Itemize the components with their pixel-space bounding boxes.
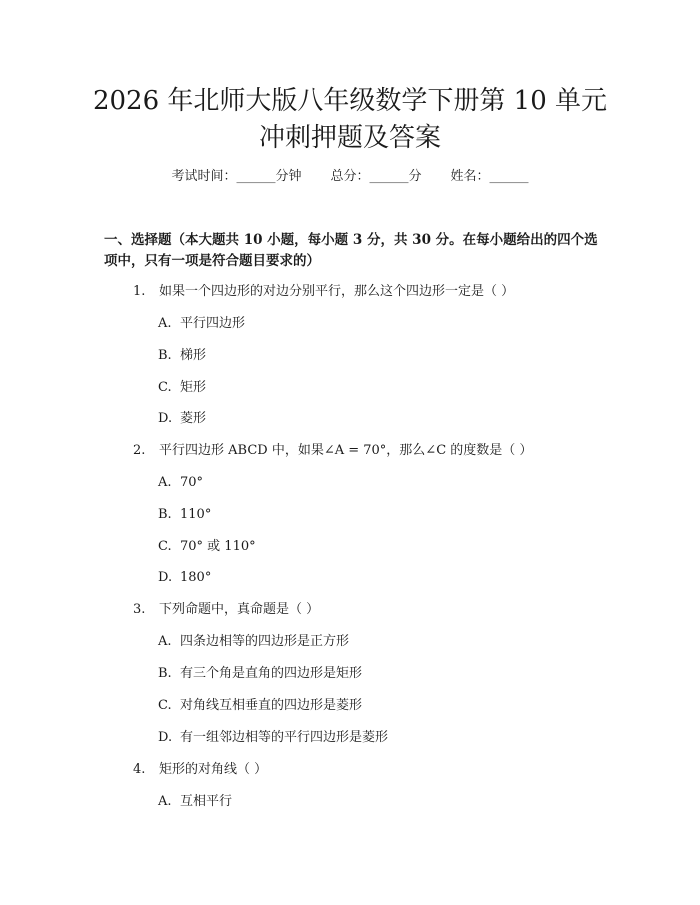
option-3d (158, 729, 388, 747)
exam-meta (0, 168, 700, 186)
option-text: 70° (180, 475, 204, 490)
option-letter: C. (158, 698, 172, 713)
question-number: 2. (133, 443, 146, 458)
option-letter: D. (158, 411, 173, 426)
question-3 (133, 601, 319, 619)
question-text: 如果一个四边形的对边分别平行，那么这个四边形一定是（ ） (159, 284, 515, 299)
option-2b (158, 506, 211, 524)
option-text: 四条边相等的四边形是正方形 (180, 634, 350, 649)
option-text: 110° (180, 507, 212, 522)
option-text: 有三个角是直角的四边形是矩形 (180, 666, 363, 681)
option-letter: D. (158, 730, 173, 745)
option-1d (158, 410, 206, 428)
document-title-line1: 2026 年北师大版八年级数学下册第 10 单元 (92, 86, 608, 116)
question-number: 4. (133, 762, 146, 777)
option-2a (158, 474, 203, 492)
exam-score: 总分：______分 (330, 169, 422, 184)
option-text: 梯形 (180, 348, 207, 363)
option-3a (158, 633, 349, 651)
question-number: 3. (133, 602, 146, 617)
section-heading-line1: 一、选择题（本大题共 10 小题，每小题 3 分，共 30 分。在每小题给出的四个选 (104, 232, 598, 248)
option-letter: B. (158, 348, 172, 363)
exam-name: 姓名：______ (450, 169, 529, 184)
option-letter: C. (158, 539, 172, 554)
option-letter: B. (158, 666, 172, 681)
question-4 (133, 761, 267, 779)
option-text: 平行四边形 (180, 316, 246, 331)
option-letter: A. (158, 316, 172, 331)
option-text: 矩形 (180, 380, 207, 395)
section-heading-line2: 项中，只有一项是符合题目要求的） (104, 253, 320, 269)
option-2d (158, 569, 211, 587)
option-text: 菱形 (180, 411, 207, 426)
document-title-line2: 冲刺押题及答案 (258, 123, 441, 153)
option-letter: A. (158, 794, 172, 809)
option-1c (158, 379, 206, 397)
question-text: 平行四边形 ABCD 中，如果∠A = 70°，那么∠C 的度数是（ ） (159, 443, 533, 458)
question-text: 矩形的对角线（ ） (159, 762, 268, 777)
option-3c (158, 697, 362, 715)
question-text: 下列命题中，真命题是（ ） (159, 602, 320, 617)
option-letter: A. (158, 475, 172, 490)
option-1b (158, 347, 206, 365)
option-text: 180° (180, 570, 212, 585)
question-number: 1. (133, 284, 146, 299)
option-4a (158, 793, 232, 811)
option-text: 对角线互相垂直的四边形是菱形 (180, 698, 363, 713)
exam-time: 考试时间：______分钟 (171, 169, 302, 184)
option-letter: B. (158, 507, 172, 522)
option-text: 互相平行 (180, 794, 233, 809)
option-1a (158, 315, 245, 333)
option-3b (158, 665, 362, 683)
option-letter: A. (158, 634, 172, 649)
option-text: 70° 或 110° (180, 539, 256, 554)
question-1 (133, 283, 514, 301)
option-letter: D. (158, 570, 173, 585)
option-letter: C. (158, 380, 172, 395)
option-text: 有一组邻边相等的平行四边形是菱形 (180, 730, 389, 745)
question-2 (133, 442, 532, 460)
option-2c (158, 538, 256, 556)
